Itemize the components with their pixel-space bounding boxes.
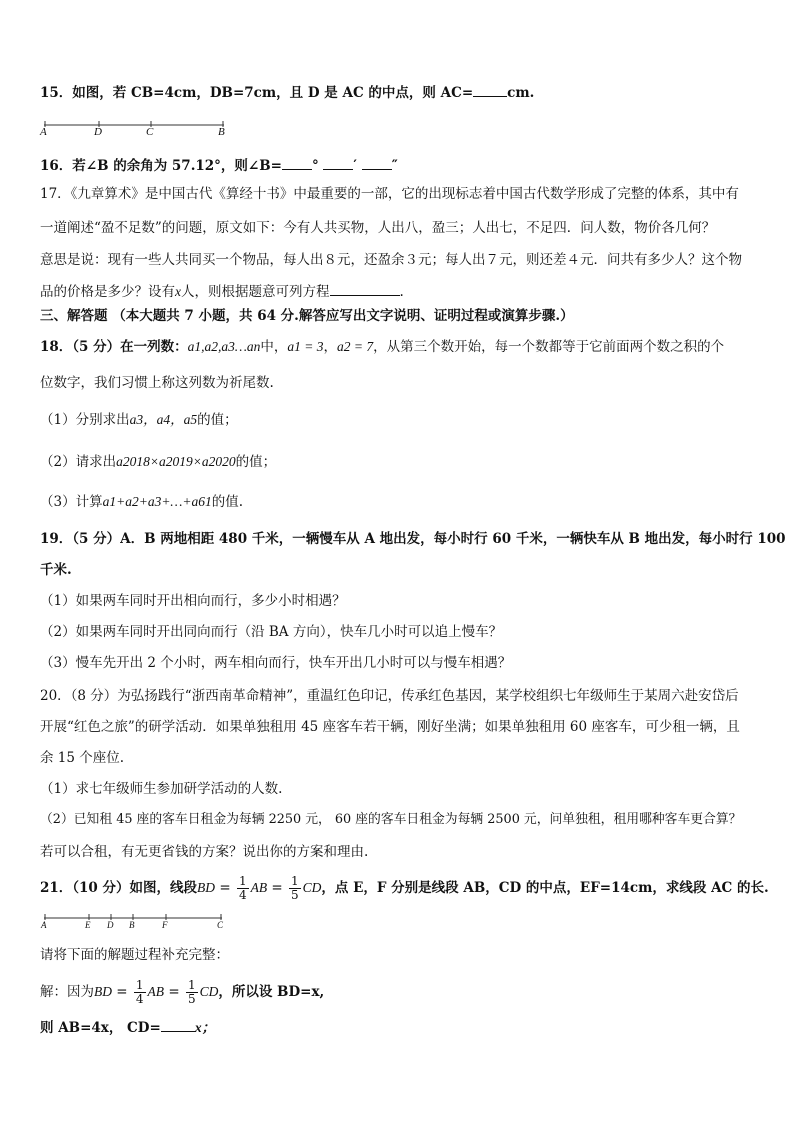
q16-sec: ″ [391,158,398,174]
q17-equation-blank[interactable] [330,281,400,296]
q21-sol-lead: 解：因为 [40,984,94,1000]
q15-segment-diagram [44,120,226,130]
q17-line-2: 一道阐述“盈不足数”的问题，原文如下：今有人共买物，人出八，盈三；人出七，不足四．问人数，物价各几何？ [40,220,716,236]
q18-part-3 [40,492,243,512]
q17-line-4a: 品的价格是多少？设有 [40,284,175,300]
q17-line-1: 17．《九章算术》是中国古代《算经十书》中最重要的一部，它的出现标志着中国古代数学形成了完整的体系，其中有 [40,186,739,202]
q21-frac2-num: 1 [290,874,299,888]
q15-tail: cm. [507,85,535,101]
q18-p1-lead: （1）分别求出 [40,412,130,428]
q18-p2-expr: a2018×a2019×a2020 [116,454,236,469]
q19-line-1: 19．（5 分）A．B 两地相距 480 千米，一辆慢车从 A 地出发，每小时行 60 千米，一辆快车从 B 地出发，每小时行 100 [40,531,786,547]
q18-in: 中， [260,339,288,355]
q15-point-d: D [94,126,102,138]
q18-line-1: 18．（5 分）在一列数：a1,a2,a3…an中，a1 = 3，a2 = 7，从第三个数开始，每一个数都等于它前面两个数之积的个 [40,339,725,355]
q18-p1-tail: 的值； [197,412,238,428]
q21-sol-fraction-quarter [134,979,146,1006]
q21-last-line [40,1017,215,1038]
q21-bd: BD [197,880,216,895]
q18-p2-tail: 的值； [235,454,277,470]
q18-p2-lead: （2）请求出 [40,454,117,470]
q19-part-2: （2）如果两车同时开出同向而行（沿 BA 方向），快车几小时可以追上慢车？ [40,624,503,640]
q21-prompt: 请将下面的解题过程补充完整： [40,947,229,963]
q21-segment-diagram [44,913,226,923]
q18-a2: a2 = 7 [337,339,374,354]
q18-part-1 [40,410,238,430]
q19-line-2: 千米. [40,562,72,578]
q21-sol-frac1-den: 4 [135,992,144,1006]
q17-line-3: 意思是说：现有一些人共同买一个物品，每人出８元，还盈余３元；每人出７元，则还差４元．问共有多少人？这个物 [40,252,742,268]
q15-answer-blank[interactable] [473,82,507,97]
q15-point-a: A [40,126,47,138]
q18-p1-vars: a3，a4，a5 [129,412,198,427]
q21-point-a: A [41,920,47,930]
q16-minute-blank[interactable] [323,155,353,170]
q18-p3-expr: a1+a2+a3+…+a61 [102,494,212,509]
q18-a1: a1 = 3 [287,339,324,354]
q15-text: 15．如图，若 CB=4cm，DB=7cm，且 D 是 AC 的中点，则 AC= [40,85,474,101]
q21-sol-bd: BD [94,984,112,999]
q21-sol-tail: ，所以设 BD=x, [218,984,325,1000]
q21-point-c: C [217,920,224,930]
q18-p3-tail: 的值. [211,494,244,510]
q21-point-d: D [107,920,114,930]
q20-part-1: （1）求七年级师生参加研学活动的人数. [40,781,283,797]
q21-frac2-den: 5 [290,888,299,902]
q16-text: 16．若∠B 的余角为 57.12°，则∠B= [40,158,282,174]
q18-sequence: a1,a2,a3…an [187,339,261,354]
q20-part-2: （2）已知租 45 座的客车日租金为每辆 2250 元， 60 座的客车日租金为每辆 2500 元，问单独租，租用哪种客车更合算？ [40,812,742,827]
q21-sol-frac2-den: 5 [187,992,196,1006]
q19-part-1: （1）如果两车同时开出相向而行，多少小时相遇？ [40,593,346,609]
q20-line-2: 开展“红色之旅”的研学活动．如果单独租用 45 座客车若干辆，刚好坐满；如果单独租用 60 座客车，可少租一辆，且 [40,719,740,735]
q17-var-x: x [175,284,181,299]
q21-rest: ，点 E，F 分别是线段 AB，CD 的中点，EF=14cm，求线段 AC 的长. [321,880,769,896]
q21-sol-cd: CD [199,984,219,999]
q16-second-blank[interactable] [362,155,392,170]
q17-line-4-end: . [399,284,404,300]
q21-lead: 21．（10 分）如图，线段 [40,880,198,896]
q21-fraction-quarter [237,875,249,902]
section-3-heading: 三、解答题 （本大题共 7 小题，共 64 分.解答应写出文字说明、证明过程或演算步骤.） [40,308,574,324]
q20-part-3: 若可以合租，有无更省钱的方案？说出你的方案和理由. [40,844,369,860]
q21-frac1-num: 1 [238,874,247,888]
q18-line-2: 位数字，我们习惯上称这列数为祈尾数. [40,375,274,391]
q21-point-e: E [85,920,91,930]
q20-line-1: 20．（8 分）为弘扬践行“浙西南革命精神”，重温红色印记，传承红色基因，某学校组织七年级师生于某周六赴安岱后 [40,688,739,704]
q21-solution-line: 解：因为BD = $\frac{1}{4}$ AB = $\frac{1}{5}$ CD，所以设 BD=x, [40,978,325,1006]
q21-point-b: B [129,920,135,930]
q15-line [40,82,534,103]
q21-cd: CD [302,880,322,895]
q21-sol-frac1-num: 1 [135,978,144,992]
q21-frac1-den: 4 [238,888,247,902]
q16-degree-blank[interactable] [282,155,312,170]
q15-point-b: B [218,126,225,138]
q16-line [40,155,398,176]
q21-ab: AB [250,880,268,895]
q21-fraction-fifth [289,875,301,902]
q21-sol-frac2-num: 1 [187,978,196,992]
q17-line-4b: 人，则根据题意可列方程 [181,284,330,300]
q18-line-1-rest: ，从第三个数开始，每一个数都等于它前面两个数之积的个 [373,339,725,355]
q18-part-2 [40,452,276,472]
q21-point-f: F [162,920,168,930]
q20-line-3: 余 15 个座位. [40,750,125,766]
q21-last-tail: x； [194,1020,216,1035]
q21-sol-ab: AB [147,984,165,999]
q21-cd-blank[interactable] [161,1017,195,1032]
q21-sol-fraction-fifth [186,979,198,1006]
q21-last-lead: 则 AB=4x， CD= [40,1020,161,1036]
q21-line-1: 21．（10 分）如图，线段BD = $\frac{1}{4}$ AB = $\frac{1}{5}$ CD，点 E，F 分别是线段 AB，CD 的中点，EF=14cm，求线段 AC 的长. [40,874,769,902]
q16-min: ′ [353,158,357,174]
q18-lead: 18．（5 分）在一列数： [40,339,188,355]
q18-p3-lead: （3）计算 [40,494,103,510]
q16-deg: ° [311,158,319,174]
q17-line-4 [40,281,404,302]
q15-point-c: C [146,126,154,138]
q19-part-3: （3）慢车先开出 2 个小时，两车相向而行，快车开出几小时可以与慢车相遇？ [40,655,512,671]
